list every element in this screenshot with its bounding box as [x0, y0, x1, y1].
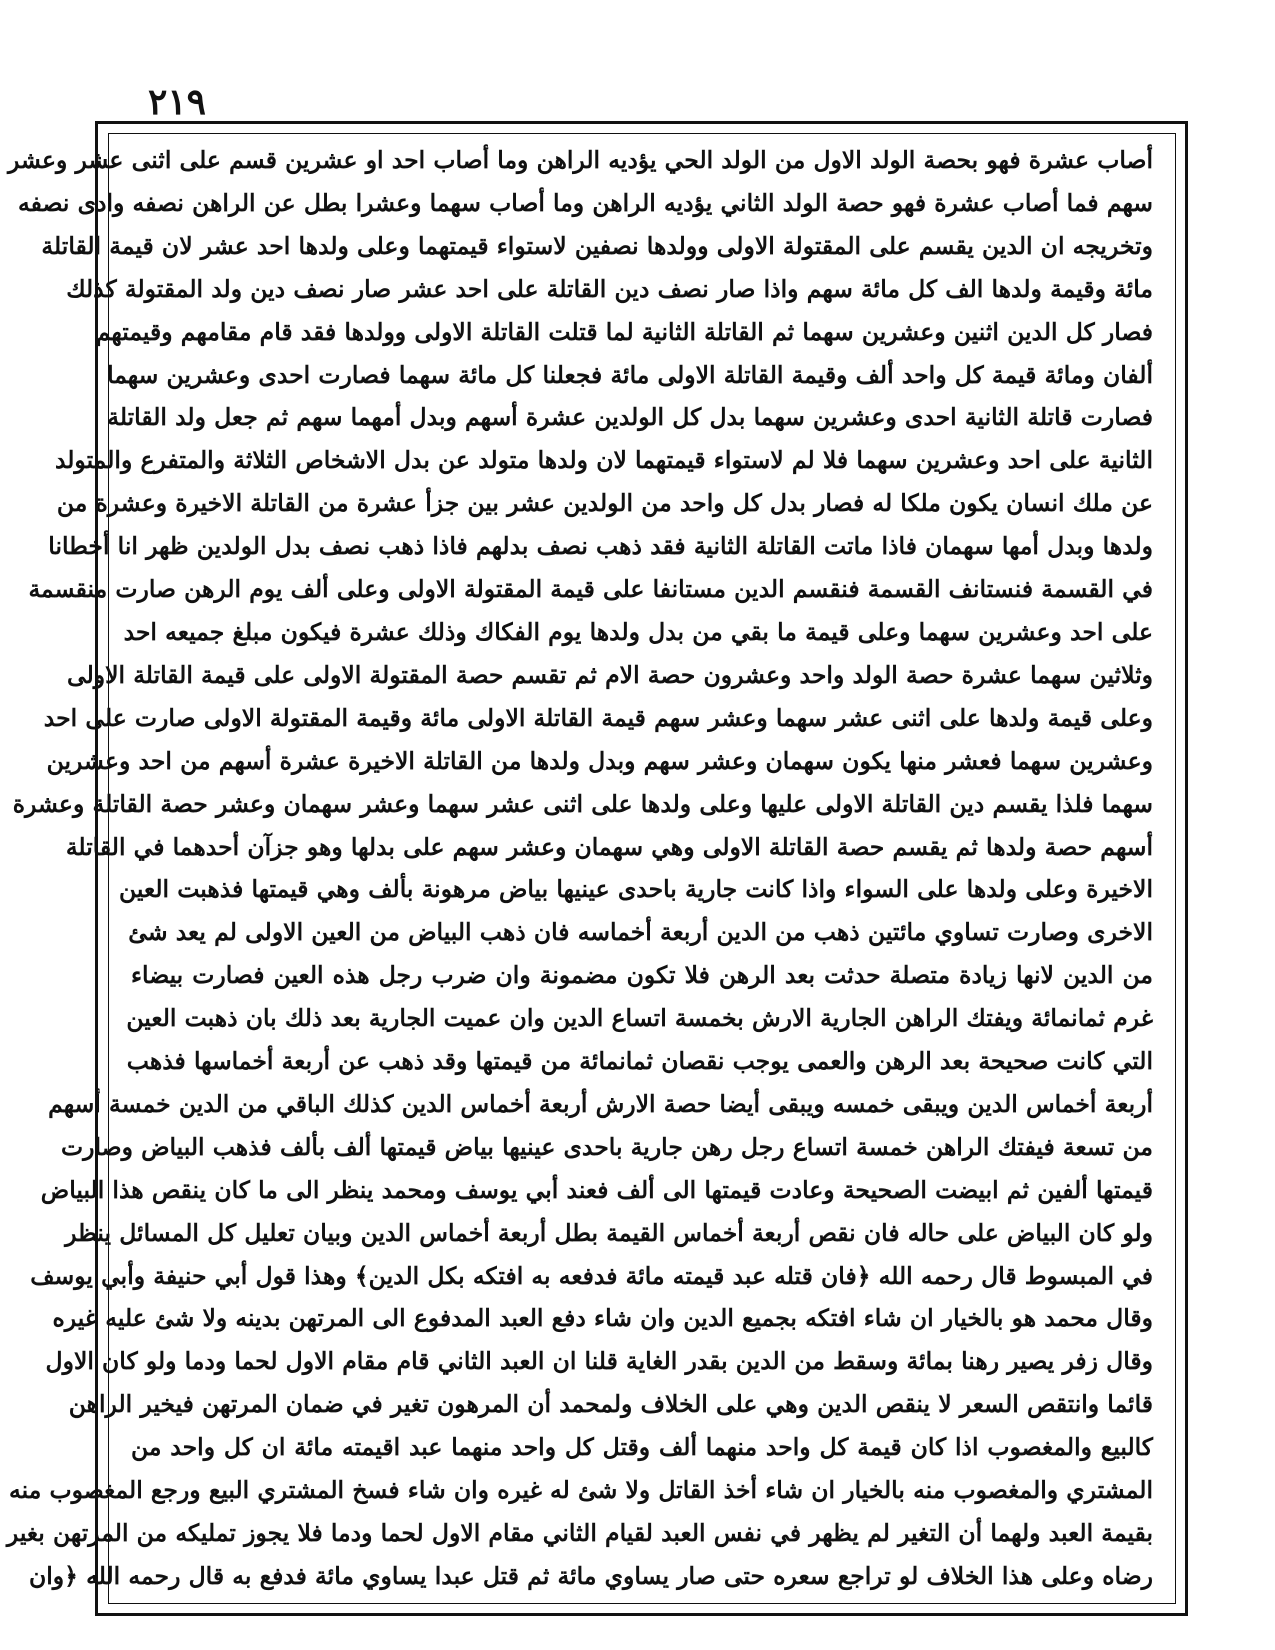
- text-line: أسهم حصة ولدها ثم يقسم حصة القاتلة الاولى وهي سهمان وعشر سهم على بدلها وهو جزآن أحدهما في القاتلة: [65, 832, 1153, 861]
- text-line: قائما وانتقص السعر لا ينقص الدين وهي على الخلاف ولمحمد أن المرهون تغير في ضمان المرتهن فيخير الراهن: [68, 1390, 1153, 1419]
- text-line: من الدين لانها زيادة متصلة حدثت بعد الرهن فلا تكون مضمونة وان ضرب رجل هذه العين فصارت بيضاء: [131, 961, 1153, 990]
- text-line: الاخيرة وعلى ولدها على السواء واذا كانت جارية باحدى عينيها بياض مرهونة بألف وهي قيمتها فذهبت العين: [119, 875, 1153, 904]
- text-line: بقيمة العبد ولهما أن التغير لم يظهر في نفس العبد لقيام الثاني مقام الاول لحما ودما فلا يجوز تمليكه من المرتهن بغير: [6, 1519, 1153, 1547]
- text-line: التي كانت صحيحة بعد الرهن والعمى يوجب نقصان ثمانمائة من قيمتها وقد ذهب عن أربعة أخماسها فذهب: [126, 1047, 1153, 1076]
- text-line: في المبسوط قال رحمه الله ﴿فان قتله عبد قيمته مائة فدفعه به افتكه بكل الدين﴾ وهذا قول أبي حنيفة وأبي يوسف: [30, 1261, 1153, 1290]
- page-border-inner: [6, 133, 1176, 1604]
- text-line: الثانية على احد وعشرين سهما فلا لم لاستواء قيمتهما لان ولدها متولد عن بدل الاشخاص الثلاثة والمتفرع والمتولد: [54, 446, 1153, 475]
- text-line: رضاه وعلى هذا الخلاف لو تراجع سعره حتى صار يساوي مائة ثم قتل عبدا يساوي مائة فدفع به قال رحمه الله ﴿وان: [29, 1561, 1153, 1590]
- text-line: وقال زفر يصير رهنا بمائة وسقط من الدين بقدر الغاية قلنا ان العبد الثاني قام مقام الاول لحما ودما ولو كان الاول: [45, 1347, 1153, 1376]
- page-number: ٢١٩: [148, 81, 207, 123]
- text-line: على احد وعشرين سهما وعلى قيمة ما بقي من بدل ولدها يوم الفكاك وذلك عشرة فيكون مبلغ جميعه احد: [123, 617, 1153, 646]
- text-line: عن ملك انسان يكون ملكا له فصار بدل كل واحد من الولدين عشر بين جزأ عشرة من القاتلة الاخيرة وعشرة من: [56, 489, 1153, 518]
- text-line: ولدها وبدل أمها سهمان فاذا ماتت القاتلة الثانية فقد ذهب نصف بدلهم فاذا ذهب نصف بدل الولدين ظهر انا أخطانا: [48, 532, 1153, 561]
- text-line: سهم فما أصاب عشرة فهو حصة الولد الثاني يؤديه الراهن وما أصاب سهما وعشرا بطل عن الراهن نصفه وادى نصفه: [18, 188, 1153, 217]
- text-line: في القسمة فنستانف القسمة فنقسم الدين مستانفا على قيمة المقتولة الاولى وعلى ألف يوم الرهن صارت منقسمة: [28, 575, 1153, 604]
- text-line: ألفان ومائة قيمة كل واحد ألف وقيمة القاتلة الاولى مائة فجعلنا كل مائة سهما فصارت احدى وعشرين سهما: [107, 360, 1153, 389]
- text-line: فصارت قاتلة الثانية احدى وعشرين سهما بدل كل الولدين عشرة أسهم وبدل أمهما سهم ثم جعل ولد القاتلة: [107, 403, 1153, 432]
- text-line: أربعة أخماس الدين ويبقى خمسه ويبقى أيضا حصة الارش أربعة أخماس الدين كذلك الباقي من الدين خمسة أسهم: [48, 1089, 1153, 1118]
- text-line: غرم ثمانمائة ويفتك الراهن الجارية الارش بخمسة اتساع الدين وان عميت الجارية بعد ذلك بان ذهبت العين: [126, 1004, 1153, 1033]
- text-line: وثلاثين سهما عشرة حصة الولد واحد وعشرون حصة الام ثم تقسم حصة المقتولة الاولى على قيمة القاتلة الاولى: [67, 660, 1153, 689]
- text-line: وعلى قيمة ولدها على اثنى عشر سهما وعشر سهم قيمة القاتلة الاولى مائة وقيمة المقتولة الاولى صارت على احد: [43, 703, 1153, 732]
- text-line: وعشرين سهما فعشر منها يكون سهمان وعشر سهم وبدل ولدها من القاتلة الاخيرة عشرة أسهم من احد وعشرين: [46, 746, 1153, 775]
- text-line: وتخريجه ان الدين يقسم على المقتولة الاولى وولدها نصفين لاستواء قيمتهما وعلى ولدها احد عشر لان قيمة القاتلة: [41, 231, 1153, 260]
- text-line: كالبيع والمغصوب اذا كان قيمة كل واحد منهما ألف وقتل كل واحد منهما عبد اقيمته مائة ان كل واحد من: [131, 1433, 1153, 1462]
- text-line: الاخرى وصارت تساوي مائتين ذهب من الدين أربعة أخماسه فان ذهب البياض من العين الاولى لم يعد شئ: [128, 918, 1153, 947]
- text-line: المشتري والمغصوب منه بالخيار ان شاء أخذ القاتل ولا شئ له غيره وان شاء فسخ المشتري البيع ورجع المغصوب منه: [9, 1476, 1153, 1505]
- text-line: سهما فلذا يقسم دين القاتلة الاولى عليها وعلى ولدها على اثنى عشر سهما وعشر سهمان وعشر حصة القاتلة وعشرة: [12, 789, 1153, 818]
- main-text-block: [6, 140, 1153, 1597]
- text-line: ولو كان البياض على حاله فان نقص أربعة أخماس القيمة بطل أربعة أخماس الدين وبيان تعليل كل المسائل ينظر: [65, 1218, 1153, 1247]
- text-line: من تسعة فيفتك الراهن خمسة اتساع رجل رهن جارية باحدى عينيها بياض قيمتها ألف بألف فذهب البياض وصارت: [60, 1132, 1153, 1161]
- text-line: أصاب عشرة فهو بحصة الولد الاول من الولد الحي يؤديه الراهن وما أصاب احد او عشرين قسم على اثنى عشر وعشر: [8, 146, 1153, 174]
- text-line: وقال محمد هو بالخيار ان شاء افتكه بجميع الدين وان شاء دفع العبد المدفوع الى المرتهن بدينه ولا شئ عليه غيره: [52, 1304, 1153, 1333]
- text-line: فصار كل الدين اثنين وعشرين سهما ثم القاتلة الثانية لما قتلت القاتلة الاولى وولدها فقد قام مقامهم وقيمتهم: [95, 317, 1153, 346]
- text-line: مائة وقيمة ولدها الف كل مائة سهم واذا صار نصف دين القاتلة على احد عشر صار نصف دين ولد المقتولة كذلك: [66, 274, 1153, 303]
- text-line: قيمتها ألفين ثم ابيضت الصحيحة وعادت قيمتها الى ألف فعند أبي يوسف ومحمد ينظر الى ما كان ينقص هذا البياض: [40, 1175, 1153, 1204]
